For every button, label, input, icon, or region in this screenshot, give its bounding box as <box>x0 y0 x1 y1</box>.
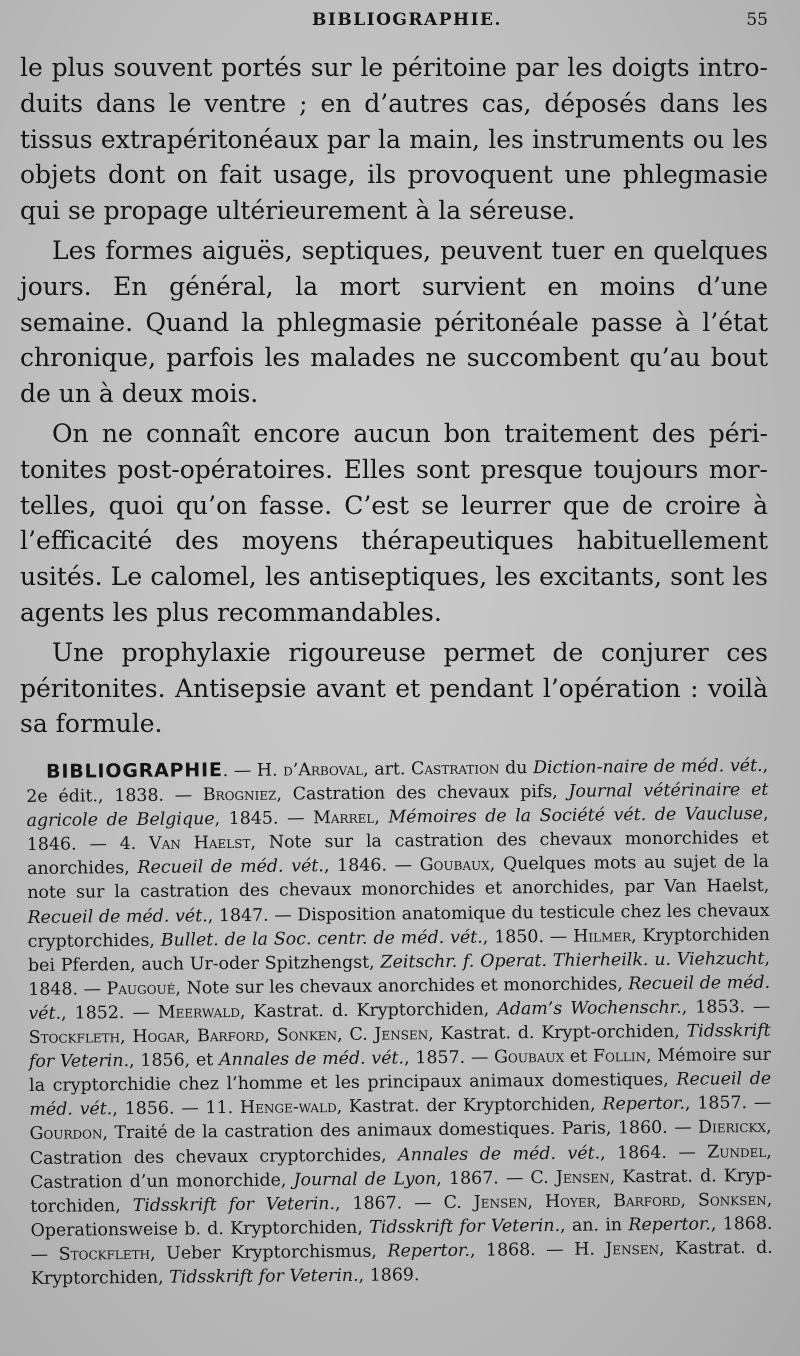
citation-text: , 1852. — <box>60 1002 158 1024</box>
citation-text: , 2e édit., 1838. — <box>26 755 769 808</box>
publication-title: Adam’s Wochenschr. <box>497 997 682 1020</box>
publication-title: Tidsskrift for Veterin. <box>28 1020 771 1073</box>
citation-text: , 1868. — <box>30 1213 773 1265</box>
citation-text: , 1848. — <box>28 948 771 1000</box>
citation-text: , 1846. — <box>323 855 420 877</box>
author-name: Van Haelst <box>149 833 251 855</box>
citation-text: . — H. <box>222 760 284 782</box>
citation-text: , 1856. — 11. <box>112 1098 241 1120</box>
publication-title: Repertor. <box>387 1240 471 1262</box>
citation-text: , Kryptorchiden bei Pferden, auch Ur-oder Spitzhengst, <box>27 924 770 976</box>
author-name: Jensen <box>555 1167 610 1188</box>
publication-title: Journal de Lyon <box>293 1168 437 1191</box>
citation-text: , 1857. — <box>684 1093 772 1115</box>
publication-title: Tidsskrift for Veterin. <box>369 1215 561 1238</box>
citation-text: , Kastrat. d. Kryptorchiden, <box>30 1237 773 1289</box>
citation-text: du <box>499 758 534 779</box>
paragraph: Une prophylaxie rigoureuse permet de conjurer ces péritonites. Antisepsie avant et pendant l’opération : voilà sa formule. <box>20 637 768 739</box>
citation-text: , <box>374 807 389 828</box>
citation-text: , art. <box>363 759 412 780</box>
citation-text: , Kastrat. d. Kryptorchiden, <box>239 999 498 1022</box>
publication-title: Bullet. de la Soc. centr. de méd. vét. <box>160 927 483 951</box>
publication-title: Recueil de méd. vét. <box>29 1069 772 1121</box>
citation-text: , Quelques mots au sujet de la note sur la castration des chevaux monorchides et anorchides, par Van Haelst, <box>27 852 770 904</box>
citation-text: , 1867. — C. <box>436 1167 557 1189</box>
author-name: Henge-wald <box>239 1097 337 1119</box>
citation-text: , Castration d’un monorchide, <box>29 1141 772 1193</box>
bibliography <box>26 753 773 1291</box>
citation-text: , 1846. — 4. <box>26 804 769 856</box>
author-name: Stockfleth, Hogar, Barford, Sonken <box>28 1025 338 1049</box>
bibliography-entries <box>26 756 773 1289</box>
citation-text: , 1868. — H. <box>469 1239 606 1261</box>
paragraph: On ne connaît encore aucun bon traitement des péri-tonites post-opératoires. Elles sont presque toujours mor-telles, quoi qu’on fasse. C’est se leurrer que de croire à l’efficacité des moyens thérapeutiques habituellement usités. Le calomel, les antiseptiques, les excitants, sont les agents les plus recommandables. <box>20 418 768 627</box>
citation-text: , Ueber Kryptorchismus, <box>149 1241 388 1264</box>
citation-text: , 1850. — <box>482 926 574 948</box>
author-name: Dierickx <box>698 1117 767 1138</box>
author-name: d’Arboval <box>283 759 364 781</box>
publication-title: Mémoires de la Société vét. de Vaucluse <box>388 804 764 828</box>
publication-title: Tidsskrift for Veterin. <box>169 1265 359 1288</box>
publication-title: Zeitschr. f. Operat. Thierheilk. u. Viehzucht <box>380 948 765 973</box>
citation-text: , Kastrat. d. Kryp-torchiden, <box>30 1165 773 1217</box>
page-number: 55 <box>746 10 768 30</box>
publication-title: Tidsskrift for Veterin. <box>132 1193 336 1216</box>
author-name: Goubaux <box>494 1046 565 1068</box>
author-name: Stockfleth <box>58 1243 151 1265</box>
publication-title: Recueil de méd. vét. <box>27 905 208 928</box>
author-name: Jensen <box>374 1024 429 1045</box>
publication-title: Annales de méd. vét. <box>398 1143 601 1165</box>
paragraph: Les formes aiguës, septiques, peuvent tuer en quelques jours. En général, la mort survient en moins d’une semaine. Quand la phlegmasie péritonéale passe à l’état chronique, parfois les malades ne succombent qu’au bout de un à deux mois. <box>20 235 768 409</box>
citation-text: , 1857. — <box>403 1047 495 1069</box>
citation-text: , Castration des chevaux cryptorchides, <box>29 1117 772 1169</box>
citation-text: , Traité de la castration des animaux domestiques. Paris, 1860. — <box>102 1117 699 1144</box>
author-name: Jensen <box>605 1238 660 1260</box>
author-name: Castration <box>411 758 500 780</box>
paragraph: le plus souvent portés sur le péritoine par les doigts intro-duits dans le ventre ; en d’autres cas, déposés dans les tissus extrapéritonéaux par la main, les instruments ou les objets dont on fait usage, ils provoquent une phlegmasie qui se propage ultérieurement à la séreuse. <box>20 53 768 226</box>
citation-text: , 1845. — <box>214 808 314 830</box>
publication-title: Repertor. <box>628 1214 711 1236</box>
citation-text: et <box>563 1046 594 1067</box>
publication-title: Recueil de méd. vét. <box>28 972 771 1024</box>
citation-text: , 1856, et <box>128 1050 220 1072</box>
citation-text: , Kastrat. d. Krypt-orchiden, <box>428 1021 687 1045</box>
running-header <box>0 8 800 34</box>
citation-text: , 1847. — Disposition anatomique du testicule chez les chevaux cryptorchides, <box>27 900 770 952</box>
author-name: Goubaux <box>419 854 490 876</box>
author-name: Zundel <box>707 1141 767 1162</box>
citation-text: , 1867. — C. <box>334 1192 474 1214</box>
author-name: Follin <box>592 1046 647 1067</box>
citation-text: , Note sur la castration des chevaux monorchides et anorchides, <box>26 828 769 880</box>
publication-title: Diction-naire de méd. vét. <box>532 755 763 779</box>
citation-text: , 1864. — <box>600 1141 708 1164</box>
citation-text: , Castration des chevaux pifs, <box>276 781 569 805</box>
main-text <box>20 50 768 742</box>
citation-text: , Operationsweise b. d. Kryptorchiden, <box>30 1189 773 1241</box>
publication-title: Annales de méd. vét. <box>218 1048 405 1071</box>
citation-text: , C. <box>337 1024 375 1046</box>
author-name: Jensen, Hoyer, Barford, Sonksen <box>473 1189 767 1213</box>
author-name: Gourdon <box>29 1123 103 1145</box>
publication-title: Repertor. <box>602 1094 686 1115</box>
citation-text: , 1853. — <box>681 996 771 1018</box>
author-name: Meerwald <box>157 1001 240 1023</box>
author-name: Hilmer <box>573 925 632 947</box>
author-name: Paugoué <box>106 978 176 1000</box>
citation-text: , Mémoire sur la cryptorchidie chez l’homme et les principaux animaux domestiques, <box>29 1044 771 1097</box>
citation-text: , Kastrat. der Kryptorchiden, <box>336 1094 603 1118</box>
author-name: Marrel <box>312 807 375 829</box>
publication-title: Recueil de méd. vét. <box>137 856 324 879</box>
running-title: BIBLIOGRAPHIE. <box>312 10 502 30</box>
bibliography-heading: BIBLIOGRAPHIE <box>46 759 223 783</box>
citation-text: , Note sur les chevaux anorchides et monorchides, <box>175 974 629 999</box>
citation-text: , 1869. <box>358 1265 420 1286</box>
citation-text: , an. in <box>559 1215 629 1236</box>
author-name: Brogniez <box>202 784 277 806</box>
publication-title: Journal vétérinaire et agricole de Belgique <box>26 779 769 832</box>
